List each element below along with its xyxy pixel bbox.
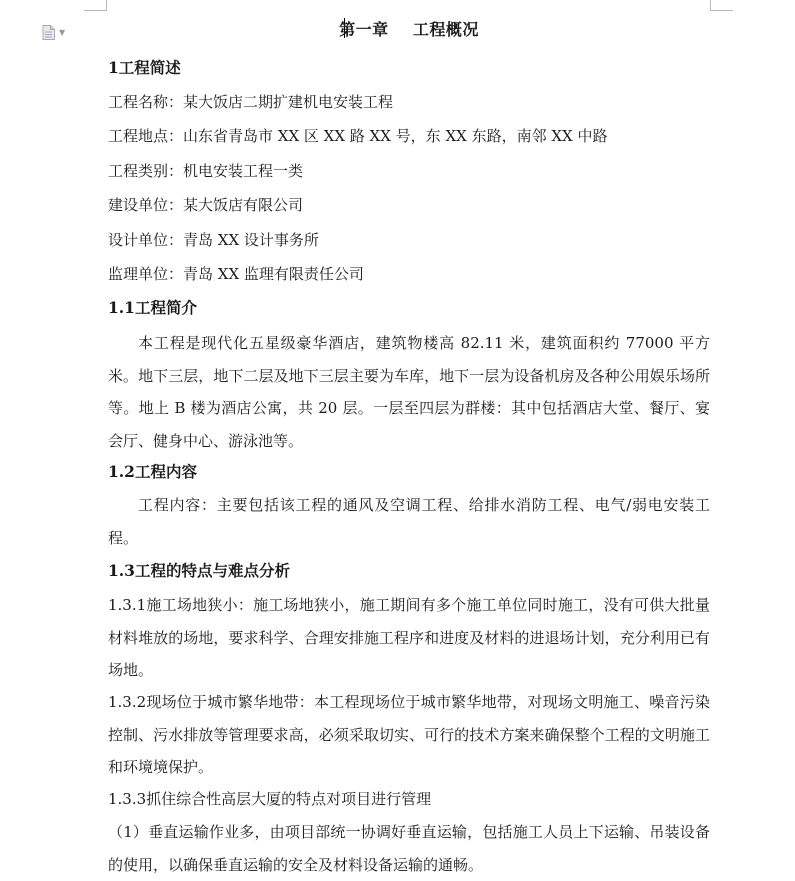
supervisor-line: 监理单位：青岛 XX 监理有限责任公司 [108,265,364,283]
project-intro-paragraph: 本工程是现代化五星级豪华酒店，建筑物楼高 82.11 米，建筑面积约 77000 平方米。地下三层，地下二层及地下三层主要为车库，地下一层为设备机房及各种公用娱乐场所等。地上 B 楼为酒店公寓，共 20 层。一层至四层为群楼：其中包括酒店大堂、餐厅、宴会厅、健身中心、游泳池等。 [108,334,710,450]
analysis-paragraph: 1.3.3抓住综合性高层大厦的特点对项目进行管理 [108,790,432,808]
project-category-line: 工程类别：机电安装工程一类 [108,162,304,180]
analysis-paragraph: 1.3.1施工场地狭小：施工场地狭小，施工期间有多个施工单位同时施工，没有可供大批量材料堆放的场地，要求科学、合理安排施工程序和进度及材料的进退场计划，充分利用已有场地。 [108,596,710,679]
analysis-paragraph: 1.3.2现场位于城市繁华地带：本工程现场位于城市繁华地带，对现场文明施工、噪音污染控制、污水排放等管理要求高，必须采取切实、可行的技术方案来确保整个工程的文明施工和环境境保护。 [108,693,710,776]
document-menu-button[interactable] [42,25,65,40]
designer-line: 设计单位：青岛 XX 设计事务所 [108,231,319,249]
analysis-paragraph: （1）垂直运输作业多，由项目部统一协调好垂直运输，包括施工人员上下运输、吊装设备的使用，以确保垂直运输的安全及材料设备运输的通畅。 [108,823,710,874]
section-heading: 1.1工程简介 [108,298,197,317]
chapter-title: 第一章 工程概况 [339,20,479,39]
section-heading: 1.3工程的特点与难点分析 [108,561,290,580]
owner-line: 建设单位：某大饭店有限公司 [108,196,304,214]
document-icon [42,25,55,40]
section-heading: 1工程简述 [108,58,181,77]
chevron-down-icon: ▼ [59,28,66,37]
project-content-paragraph: 工程内容：主要包括该工程的通风及空调工程、给排水消防工程、电气/弱电安装工程。 [108,496,710,547]
page-corner-mark-left [84,0,107,11]
project-location-line: 工程地点：山东省青岛市 XX 区 XX 路 XX 号，东 XX 东路，南邻 XX 中路 [108,127,608,145]
section-heading: 1.2工程内容 [108,462,197,481]
page-corner-mark-right [710,0,733,11]
project-name-line: 工程名称：某大饭店二期扩建机电安装工程 [108,93,394,111]
